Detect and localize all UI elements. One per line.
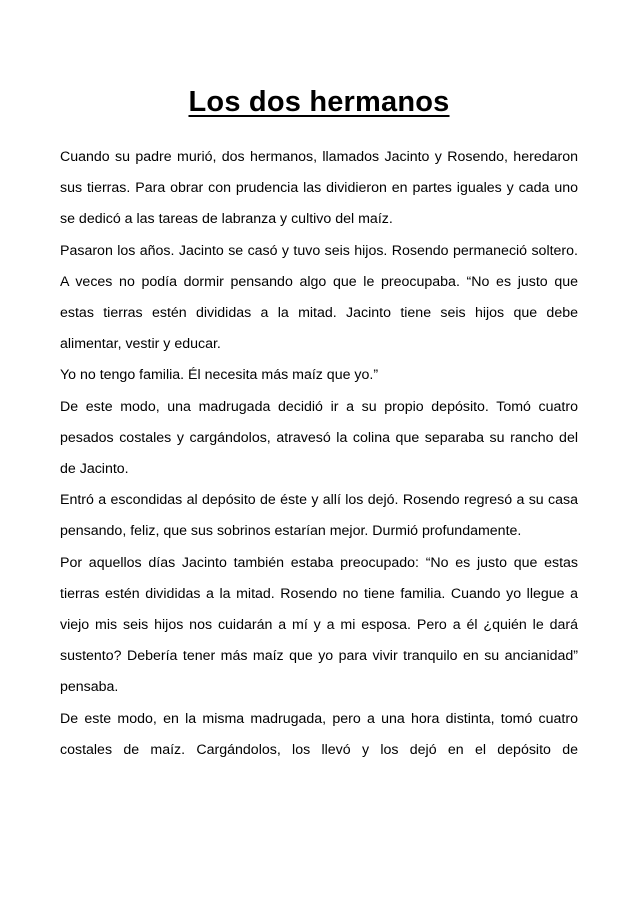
paragraph-2: Pasaron los años. Jacinto se casó y tuvo seis hijos. Rosendo permaneció soltero. A veces no podía dormir pensando algo que le preocupaba. “No es justo que estas tierras estén divididas a la mitad. Jacinto tiene seis hijos que debe alimentar, vestir y educar. — [60, 242, 578, 353]
paragraph-3: Yo no tengo familia. Él necesita más maíz que yo.” — [60, 367, 379, 384]
paragraph-4: De este modo, una madrugada decidió ir a su propio depósito. Tomó cuatro pesados costales y cargándolos, atravesó la colina que separaba su rancho del de Jacinto. — [60, 398, 578, 478]
story-body — [60, 142, 578, 766]
paragraph-6: Por aquellos días Jacinto también estaba preocupado: “No es justo que estas tierras estén divididas a la mitad. Rosendo no tiene familia. Cuando yo llegue a viejo mis seis hijos nos cuidarán a mí y a mi esposa. Pero a él ¿quién le dará sustento? Debería tener más maíz que yo para vivir tranquilo en su ancianidad” pensaba. — [60, 554, 578, 696]
paragraph-1: Cuando su padre murió, dos hermanos, llamados Jacinto y Rosendo, heredaron sus tierras. Para obrar con prudencia las dividieron en partes iguales y cada uno se dedicó a las tareas de labranza y cultivo del maíz. — [60, 149, 578, 228]
paragraph-7: De este modo, en la misma madrugada, pero a una hora distinta, tomó cuatro costales de maíz. Cargándolos, los llevó y los dejó en el depósito de — [60, 710, 578, 758]
paragraph-5: Entró a escondidas al depósito de éste y allí los dejó. Rosendo regresó a su casa pensando, feliz, que sus sobrinos estarían mejor. Durmió profundamente. — [60, 492, 578, 540]
page-title: Los dos hermanos — [188, 86, 450, 118]
